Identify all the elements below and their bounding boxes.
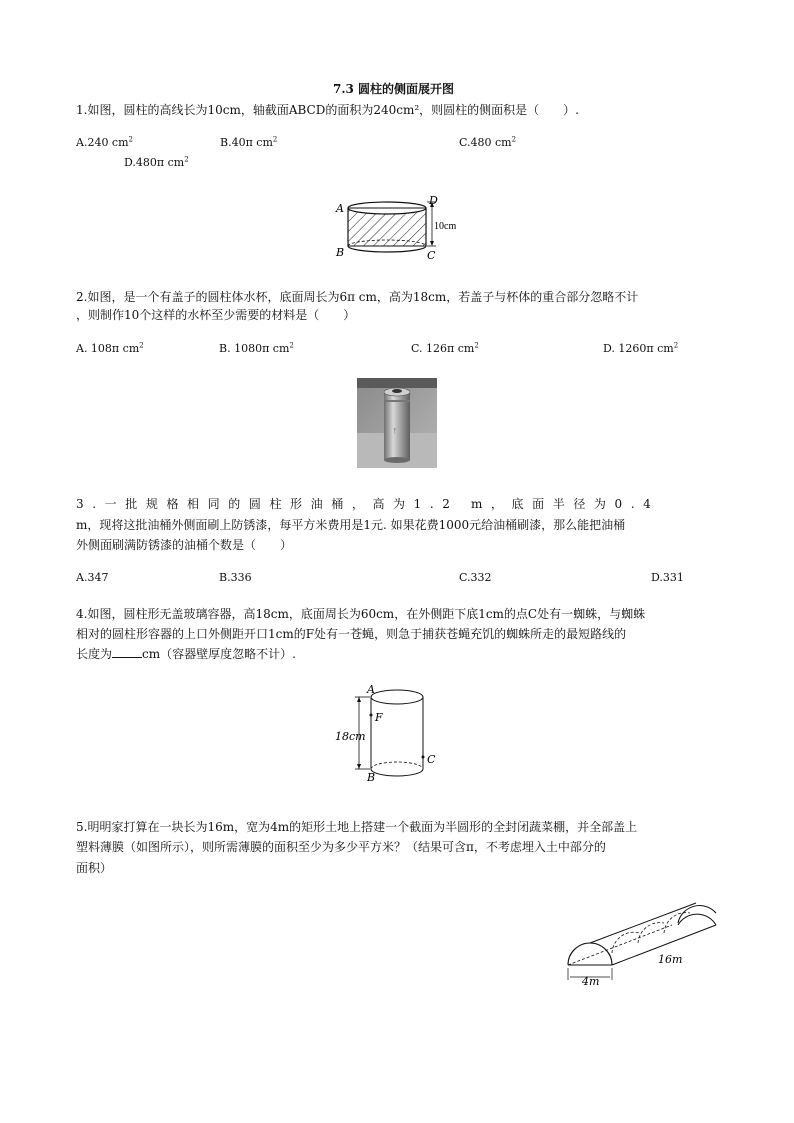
q2-option-b: B. 1080π $cm^2$ bbox=[219, 341, 294, 355]
question-5-text-line2: 塑料薄膜（如图所示），则所需薄膜的面积至少为多少平方米？（结果可含π，不考虑埋入土中部分的 bbox=[76, 840, 606, 854]
q1-option-c: C.480 $cm^2$ bbox=[459, 135, 517, 149]
q1-label-a: A bbox=[336, 202, 344, 215]
question-2-text-line2: ，则制作10个这样的水杯至少需要的材料是（ ） bbox=[76, 308, 356, 322]
q1-option-d: D.480π $cm^2$ bbox=[124, 155, 189, 169]
q4-label-a: A bbox=[367, 683, 375, 696]
q3-option-c: C.332 bbox=[459, 571, 492, 584]
q1-option-b: B.40π $cm^2$ bbox=[220, 135, 278, 149]
q4-cylinder-figure bbox=[335, 683, 450, 783]
q1-label-c: C bbox=[427, 249, 436, 262]
question-3-text-line3: 外侧面刷满防锈漆的油桶个数是（ ） bbox=[76, 538, 293, 552]
page-title: 7.3 圆柱的侧面展开图 bbox=[333, 82, 455, 96]
q4-label-height: 18cm bbox=[335, 730, 366, 743]
q4-label-b: B bbox=[367, 771, 376, 783]
q5-label-width: 4m bbox=[582, 975, 600, 988]
q1-label-d: D bbox=[429, 194, 438, 207]
q2-option-d: D. 1260π $cm^2$ bbox=[603, 341, 679, 355]
question-1-text: 1.如图，圆柱的高线长为10cm，轴截面ABCD的面积为240cm²，则圆柱的侧面积是（ ）. bbox=[76, 103, 579, 117]
q1-label-height: 10cm bbox=[434, 221, 457, 232]
question-3-text-line1: 3.一批规格相同的圆柱形油桶，高为1.2 m，底面半径为0.4 bbox=[76, 497, 660, 511]
q5-label-length: 16m bbox=[658, 953, 683, 966]
answer-blank bbox=[112, 647, 142, 658]
q4-label-f: F bbox=[375, 711, 383, 724]
q5-greenhouse-figure bbox=[560, 893, 720, 988]
q3-option-d: D.331 bbox=[651, 571, 684, 584]
q3-option-b: B.336 bbox=[219, 571, 252, 584]
q2-option-c: C. 126π $cm^2$ bbox=[411, 341, 479, 355]
question-5-text-line1: 5.明明家打算在一块长为16m，宽为4m的矩形土地上搭建一个截面为半圆形的全封闭蔬菜棚，并全部盖上 bbox=[76, 820, 638, 834]
q1-label-b: B bbox=[336, 246, 345, 259]
question-5-text-line3: 面积） bbox=[76, 861, 113, 875]
q2-option-a: A. 108π $cm^2$ bbox=[76, 341, 144, 355]
question-4-text-line2: 相对的圆柱形容器的上口外侧距开口1cm的F处有一苍蝇，则急于捕获苍蝇充饥的蜘蛛所走的最短路线的 bbox=[76, 627, 627, 641]
svg-text:ᛉ: ᛉ bbox=[393, 428, 397, 435]
question-3-text-line2: m，现将这批油桶外侧面刷上防锈漆，每平方米费用是1元. 如果花费1000元给油桶刷漆，那么能把油桶 bbox=[76, 518, 626, 532]
q1-cylinder-figure bbox=[330, 190, 465, 265]
q4-label-c: C bbox=[427, 753, 436, 766]
q2-cup-photo bbox=[357, 378, 437, 468]
q3-option-a: A.347 bbox=[76, 571, 109, 584]
question-4-text-line1: 4.如图，圆柱形无盖玻璃容器，高18cm，底面周长为60cm，在外侧距下底1cm的点C处有一蜘蛛，与蜘蛛 bbox=[76, 607, 646, 621]
q1-option-a: A.240 $cm^2$ bbox=[76, 135, 133, 149]
question-2-text-line1: 2.如图，是一个有盖子的圆柱体水杯，底面周长为6π cm，高为18cm，若盖子与杯体的重合部分忽略不计 bbox=[76, 290, 639, 304]
question-4-text-line3: 长度为 cm（容器壁厚度忽略不计）. bbox=[76, 647, 296, 661]
